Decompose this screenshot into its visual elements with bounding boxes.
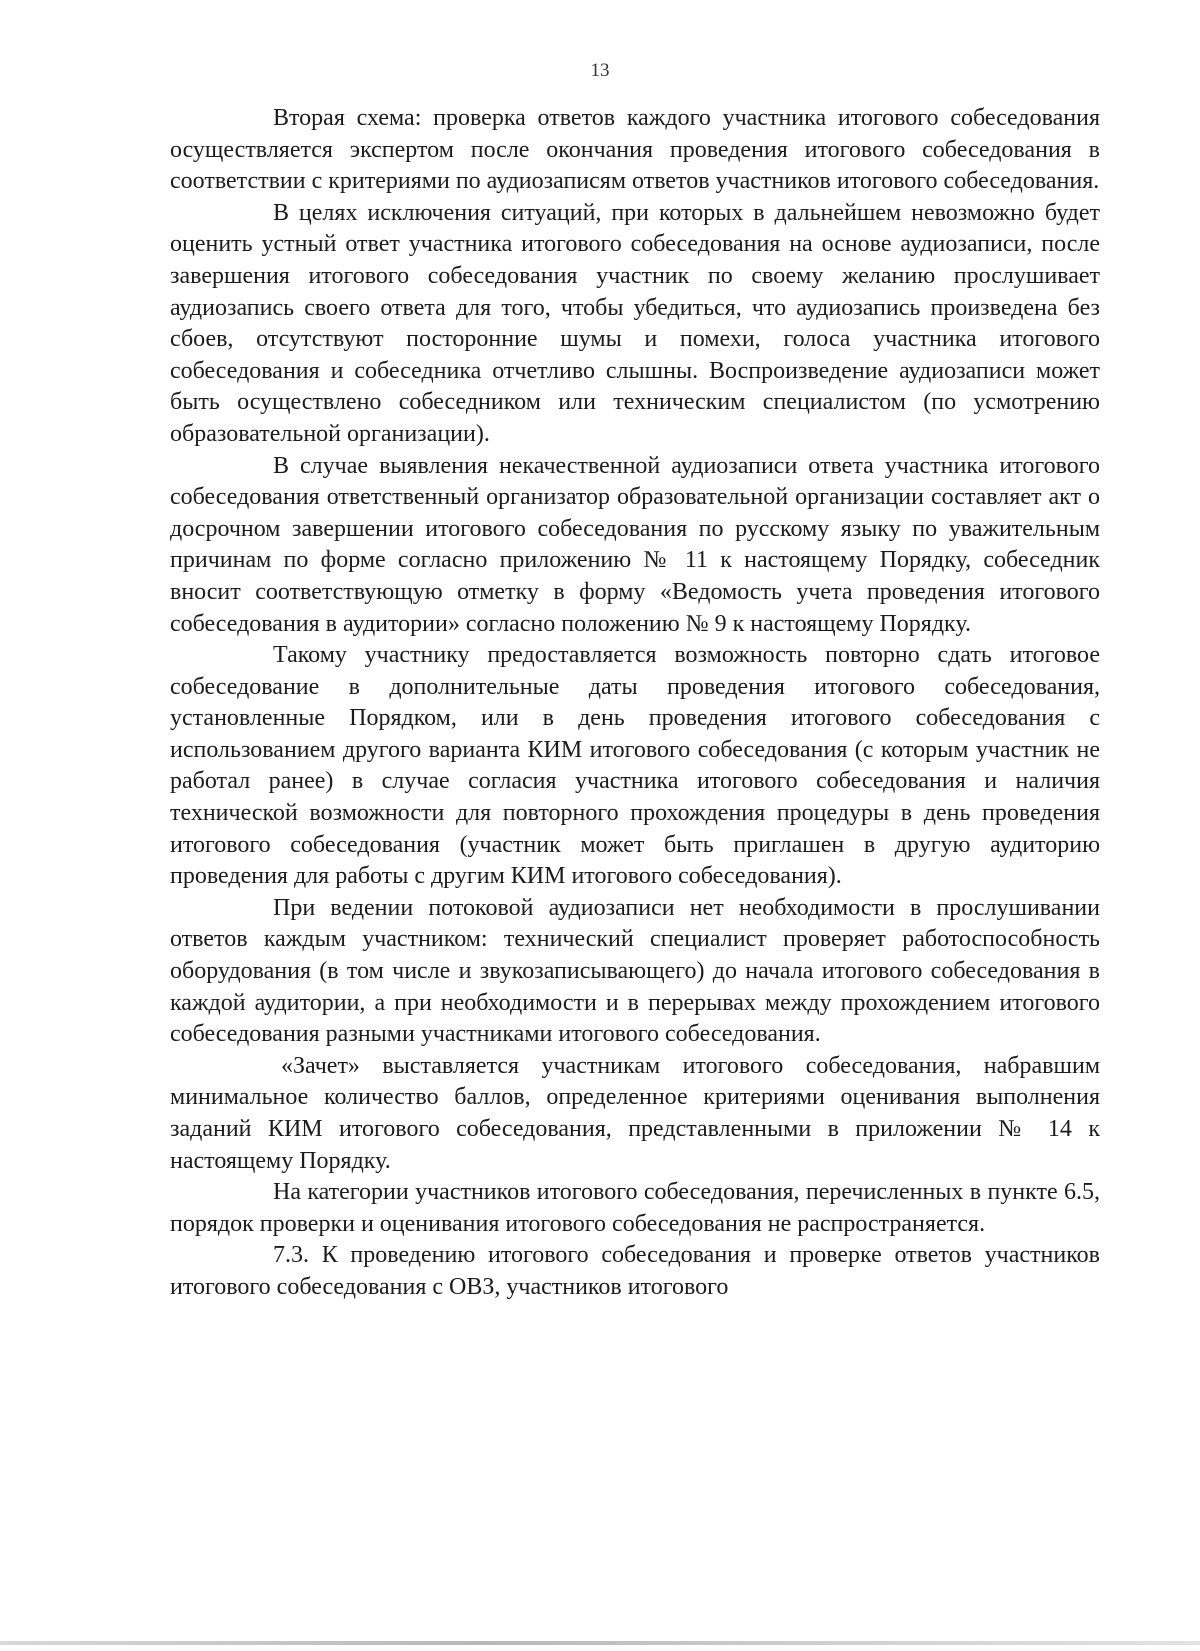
paragraph-poor-audio: В случае выявления некачественной аудиозаписи ответа участника итогового собеседования ответственный организатор образовательной организации составляет акт о досрочном завершении итогового собеседования по русскому языку по уважительным причинам по форме согласно приложению № 11 к настоящему Порядку, собеседник вносит соответствующую отметку в форму «Ведомость учета проведения итогового собеседования в аудитории» согласно положению № 9 к настоящему Порядку. bbox=[170, 452, 1100, 637]
scan-edge-line bbox=[0, 1641, 1200, 1645]
paragraph-retake-opportunity: Такому участнику предоставляется возможность повторно сдать итоговое собеседование в дополнительные даты проведения итогового собеседования, установленные Порядком, или в день проведения итогового собеседования с использованием другого варианта КИМ итогового собеседования (с которым участник не работал ранее) в случае согласия участника итогового собеседования и наличия технической возможности для повторного прохождения процедуры в день проведения итогового собеседования (участник может быть приглашен в другую аудиторию проведения для работы с другим КИМ итогового собеседования). bbox=[170, 642, 1100, 890]
paragraph-pass-grade: «Зачет» выставляется участникам итогового собеседования, набравшим минимальное количество баллов, определенное критериями оценивания выполнения заданий КИМ итогового собеседования, представленными в приложении № 14 к настоящему Порядку. bbox=[170, 1052, 1100, 1174]
paragraph-streaming-recording: При ведении потоковой аудиозаписи нет необходимости в прослушивании ответов каждым участником: технический специалист проверяет работоспособность оборудования (в том числе и звукозаписывающего) до начала итогового собеседования в каждой аудитории, а при необходимости и в перерывах между прохождением итогового собеседования разными участниками итогового собеседования. bbox=[170, 894, 1100, 1048]
paragraph-exceptions: На категории участников итогового собеседования, перечисленных в пункте 6.5, порядок проверки и оценивания итогового собеседования не распространяется. bbox=[170, 1179, 1100, 1237]
document-body bbox=[170, 103, 1100, 1304]
paragraph-second-scheme: Вторая схема: проверка ответов каждого участника итогового собеседования осуществляется экспертом после окончания проведения итогового собеседования в соответствии с критериями по аудиозаписям ответов участников итогового собеседования. bbox=[170, 105, 1100, 195]
paragraph-section-7-3: 7.3. К проведению итогового собеседования и проверке ответов участников итогового собеседования с ОВЗ, участников итогового bbox=[170, 1242, 1100, 1300]
paragraph-audio-check: В целях исключения ситуаций, при которых в дальнейшем невозможно будет оценить устный ответ участника итогового собеседования на основе аудиозаписи, после завершения итогового собеседования участник по своему желанию прослушивает аудиозапись своего ответа для того, чтобы убедиться, что аудиозапись произведена без сбоев, отсутствуют посторонние шумы и помехи, голоса участника итогового собеседования и собеседника отчетливо слышны. Воспроизведение аудиозаписи может быть осуществлено собеседником или техническим специалистом (по усмотрению образовательной организации). bbox=[170, 199, 1100, 447]
page-number: 13 bbox=[590, 60, 610, 81]
